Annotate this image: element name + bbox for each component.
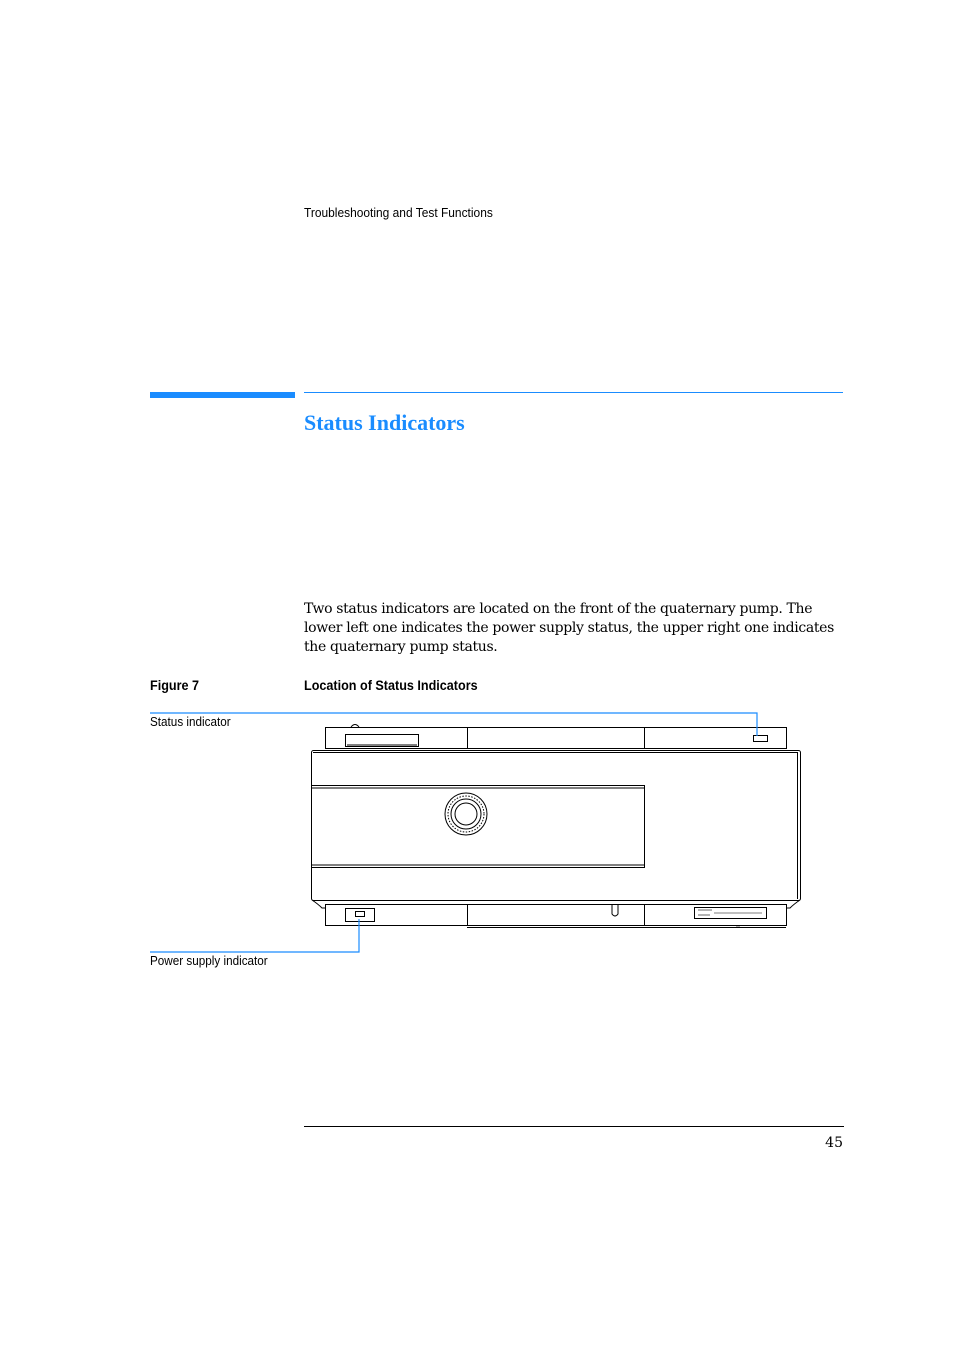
page-number: 45	[825, 1135, 843, 1151]
body-paragraph: Two status indicators are located on the front of the quaternary pump. The lower left one indicates the power supply status, the upper right one indicates the quaternary pump status.	[304, 601, 834, 655]
footer-rule	[304, 1126, 844, 1127]
status-indicator-lamp	[754, 736, 768, 742]
running-head: Troubleshooting and Test Functions	[304, 205, 493, 220]
status-indicator-leader	[150, 713, 757, 736]
main-body	[312, 751, 801, 901]
figure-label: Figure 7	[150, 677, 200, 693]
section-title: Status Indicators	[304, 410, 465, 435]
top-panel	[326, 725, 787, 749]
power-supply-indicator-switch	[346, 909, 375, 922]
bottom-panel	[312, 900, 800, 928]
figure-caption: Location of Status Indicators	[304, 677, 478, 693]
knob	[445, 793, 487, 835]
power-supply-indicator-leader	[150, 919, 359, 952]
callout-status-indicator: Status indicator	[150, 714, 231, 729]
callout-power-supply-indicator: Power supply indicator	[150, 953, 268, 968]
